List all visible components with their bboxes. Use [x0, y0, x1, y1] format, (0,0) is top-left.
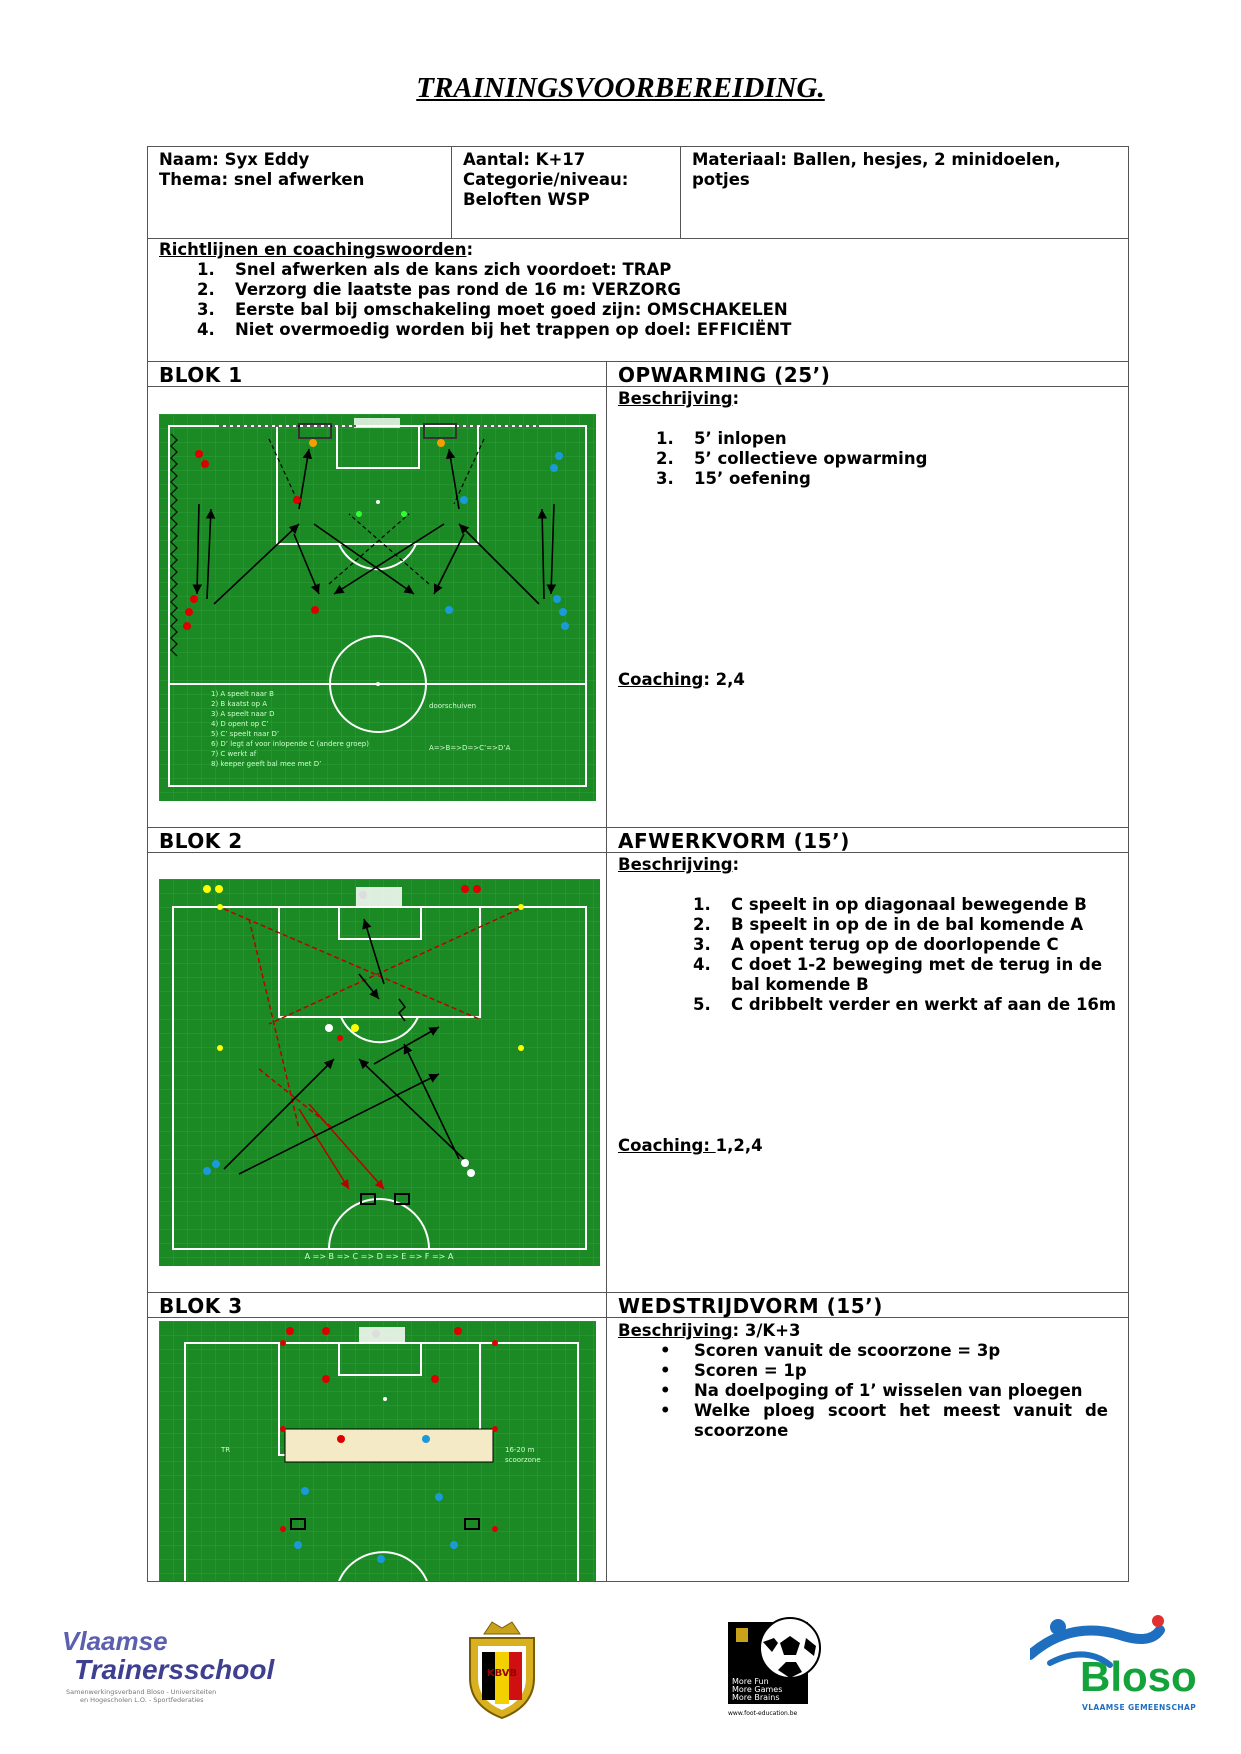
material-cont: potjes: [692, 170, 750, 189]
block-2-label: BLOK 2: [159, 829, 243, 853]
svg-text:6) D’ legt af voor inlopende C: 6) D’ legt af voor inlopende C (andere groep): [211, 740, 369, 748]
list-item: 3. 15’ oefening: [656, 469, 811, 488]
block-1-diagram: [159, 414, 596, 801]
kbvb-crest-icon: [462, 1620, 542, 1720]
block-1-coaching: Coaching: 2,4: [618, 670, 745, 689]
list-item: • Welke ploeg scoort het meest vanuit de scoorzone: [656, 1401, 1118, 1441]
info-material-cell: [692, 150, 1122, 190]
svg-text:doorschuiven: doorschuiven: [429, 702, 477, 710]
block-3-phase: WEDSTRIJDVORM (15’): [618, 1294, 883, 1318]
page-title: TRAININGSVOORBEREIDING.: [416, 72, 825, 104]
block-2-phase: AFWERKVORM (15’): [618, 829, 850, 853]
svg-text:7) C werkt af: 7) C werkt af: [211, 750, 257, 758]
material: Materiaal: Ballen, hesjes, 2 minidoelen,: [692, 150, 1061, 169]
svg-text:TR: TR: [221, 1446, 231, 1454]
list-item: 3. A opent terug op de doorlopende C: [693, 935, 1059, 954]
block-3-diagram: [159, 1321, 596, 1581]
svg-text:More Fun: More Fun: [732, 1677, 769, 1686]
list-item: • Scoren vanuit de scoorzone = 3p: [656, 1341, 1118, 1361]
bloso-logo: Bloso VLAAMSE GEMEENSCHAP: [1030, 1615, 1200, 1725]
list-item: • Scoren = 1p: [656, 1361, 1118, 1381]
block-3-description: Beschrijving: 3/K+3 • Scoren vanuit de scoorzone = 3p • Scoren = 1p • Na doelpoging of 1’ wisselen van ploegen • Welke ploeg scoort het meest vanuit de scoorzone: [618, 1321, 1118, 1441]
svg-text:KBVB: KBVB: [486, 1668, 518, 1679]
divider: [451, 146, 452, 238]
divider: [147, 361, 1129, 362]
svg-text:A => B => C => D => E => F =>: A => B => C => D => E => F => A: [304, 1252, 454, 1261]
info-name-cell: [159, 150, 444, 190]
guidelines-list: [197, 260, 1119, 340]
divider: [680, 146, 681, 238]
block-1-description: Beschrijving: 1. 5’ inlopen 2. 5’ collectieve opwarming 3. 15’ oefening: [618, 389, 1118, 489]
player-count: Aantal: K+17: [463, 150, 586, 169]
block-1-label: BLOK 1: [159, 363, 243, 387]
svg-text:16-20 m: 16-20 m: [505, 1446, 535, 1454]
list-item: 4. Niet overmoedig worden bij het trappen op doel: EFFICIËNT: [197, 320, 792, 339]
category-label: Categorie/niveau:: [463, 170, 629, 189]
vlaamse-trainersschool-logo: Vlaamse Trainersschool Samenwerkingsverband Bloso - Universiteiten en Hogescholen L.O. - Sportfederaties: [62, 1626, 275, 1704]
block-3-list: [656, 1341, 1118, 1441]
list-item: 2. Verzorg die laatste pas rond de 16 m: VERZORG: [197, 280, 681, 299]
svg-text:4) D opent op C’: 4) D opent op C’: [211, 720, 269, 728]
guidelines: Richtlijnen en coachingswoorden: 1. Snel afwerken als de kans zich voordoet: TRAP 2. Verzorg die laatste pas rond de 16 m: VERZORG 3. Eerste bal bij omschakeling moet goed zijn: OMSCHAKELEN 4. Niet overmoedig worden bij het trappen op doel: EFFICIËNT: [159, 240, 1119, 340]
svg-text:scoorzone: scoorzone: [505, 1456, 541, 1464]
block-2-coaching: Coaching: 1,2,4: [618, 1136, 763, 1155]
list-item: 2. 5’ collectieve opwarming: [656, 449, 928, 468]
svg-text:1) A speelt naar B: 1) A speelt naar B: [211, 690, 274, 698]
divider: [147, 238, 1129, 239]
block-2-description: Beschrijving: 1. C speelt in op diagonaal bewegende B 2. B speelt in op de in de bal komende A 3. A opent terug op de doorlopende C 4. C doet 1-2 beweging met de terug in de bal komende B 5. C dribbelt verder en werkt af aan de 16m: [618, 855, 1117, 1014]
svg-text:5) C’ speelt naar D’: 5) C’ speelt naar D’: [211, 730, 280, 738]
svg-text:3) A speelt naar D: 3) A speelt naar D: [211, 710, 275, 718]
svg-text:8) keeper geeft bal mee met D’: 8) keeper geeft bal mee met D’: [211, 760, 322, 768]
list-item: • Na doelpoging of 1’ wisselen van ploegen: [656, 1381, 1118, 1401]
list-item: 1. 5’ inlopen: [656, 429, 787, 448]
list-item: 2. B speelt in op de in de bal komende A: [693, 915, 1084, 934]
block-2-list: [693, 895, 1118, 1015]
info-count-cell: [463, 150, 673, 210]
svg-text:More Games: More Games: [732, 1685, 783, 1694]
list-item: 3. Eerste bal bij omschakeling moet goed zijn: OMSCHAKELEN: [197, 300, 788, 319]
foot-education-logo: More Fun More Games More Brains www.foot-education.be: [728, 1612, 828, 1720]
guidelines-heading: Richtlijnen en coachingswoorden: [159, 240, 467, 259]
list-item: 1. Snel afwerken als de kans zich voordoet: TRAP: [197, 260, 672, 279]
divider: [606, 361, 607, 1582]
svg-text:2) B kaatst op A: 2) B kaatst op A: [211, 700, 268, 708]
theme: Thema: snel afwerken: [159, 170, 365, 189]
block-1-list: [656, 429, 1118, 489]
list-item: 1. C speelt in op diagonaal bewegende B: [693, 895, 1087, 914]
list-item: 4. C doet 1-2 beweging met de terug in de bal komende B: [693, 955, 1103, 994]
block-1-phase: OPWARMING (25’): [618, 363, 831, 387]
trainer-name: Naam: Syx Eddy: [159, 150, 310, 169]
block-3-label: BLOK 3: [159, 1294, 243, 1318]
block-2-diagram: [159, 879, 600, 1266]
category-value: Beloften WSP: [463, 190, 590, 209]
list-item: 5. C dribbelt verder en werkt af aan de 16m: [693, 995, 1117, 1014]
svg-text:A=>B=>D=>C’=>D’A: A=>B=>D=>C’=>D’A: [429, 744, 511, 752]
divider: [147, 1292, 1129, 1293]
svg-text:More Brains: More Brains: [732, 1693, 780, 1702]
divider: [147, 827, 1129, 828]
